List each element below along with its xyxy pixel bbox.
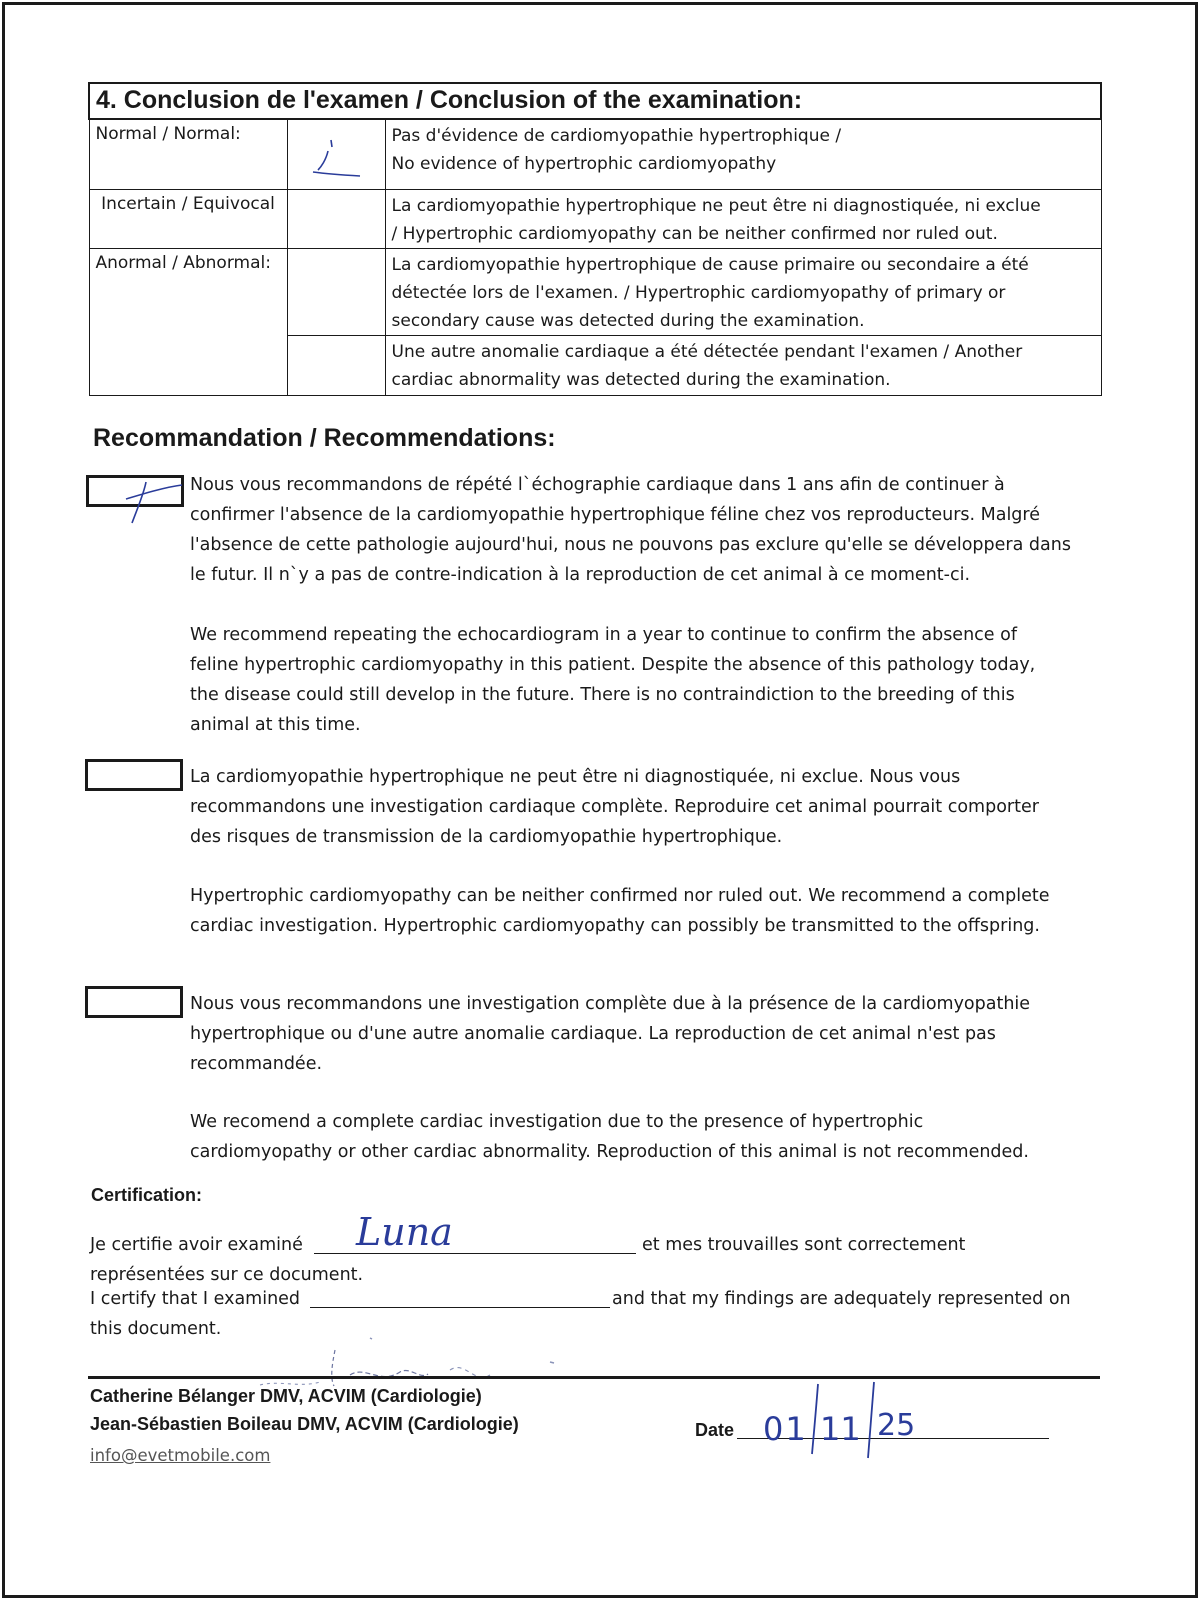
conclusion-title: 4. Conclusion de l'examen / Conclusion of the examination: bbox=[89, 83, 1101, 119]
certification-fr-after: et mes trouvailles sont correctement bbox=[642, 1235, 966, 1255]
check-mark-icon bbox=[288, 120, 386, 180]
signer-1: Catherine Bélanger DMV, ACVIM (Cardiologie) bbox=[90, 1386, 482, 1406]
checkbox-equivocal[interactable] bbox=[287, 190, 385, 249]
text-line: the disease could still develop in the future. There is no contraindiction to the breeding of this bbox=[190, 685, 1015, 705]
row-label-normal: Normal / Normal: bbox=[89, 119, 287, 190]
text-line: des risques de transmission de la cardiomyopathie hypertrophique. bbox=[190, 827, 783, 847]
date-year-handwritten: 25 bbox=[877, 1408, 916, 1443]
animal-name-handwritten: Luna bbox=[356, 1210, 453, 1254]
recommendation-1-en bbox=[190, 620, 1100, 740]
certification-title: Certification: bbox=[91, 1185, 203, 1205]
signature-line bbox=[88, 1376, 1100, 1379]
desc-line: La cardiomyopathie hypertrophique ne peut être ni diagnostiquée, ni exclue bbox=[391, 196, 1041, 216]
animal-name-field-en[interactable] bbox=[310, 1307, 610, 1308]
recommendations-title: Recommandation / Recommendations: bbox=[93, 424, 556, 452]
text-line: animal at this time. bbox=[190, 715, 361, 735]
certification-en-line2: this document. bbox=[90, 1319, 222, 1339]
certification-fr-line2: représentées sur ce document. bbox=[90, 1265, 364, 1285]
desc-line: La cardiomyopathie hypertrophique de cause primaire ou secondaire a été bbox=[391, 255, 1029, 275]
desc-line: No evidence of hypertrophic cardiomyopathy bbox=[391, 154, 777, 174]
text-line: Hypertrophic cardiomyopathy can be neither confirmed nor ruled out. We recommend a complete bbox=[190, 886, 1050, 906]
contact-email-link[interactable]: info@evetmobile.com bbox=[90, 1446, 271, 1465]
recommendation-checkbox-2[interactable] bbox=[85, 759, 183, 791]
desc-line: cardiac abnormality was detected during the examination. bbox=[391, 370, 891, 390]
text-line: feline hypertrophic cardiomyopathy in this patient. Despite the absence of this pathology today, bbox=[190, 655, 1036, 675]
recommendation-2-fr bbox=[190, 762, 1100, 852]
row-desc-equivocal bbox=[385, 190, 1101, 249]
text-line: La cardiomyopathie hypertrophique ne peut être ni diagnostiquée, ni exclue. Nous vous bbox=[190, 767, 961, 787]
date-separator-strokes bbox=[800, 1380, 900, 1460]
row-desc-normal bbox=[385, 119, 1101, 190]
text-line: hypertrophique ou d'une autre anomalie cardiaque. La reproduction de cet animal n'est pas bbox=[190, 1024, 996, 1044]
text-line: l'absence de cette pathologie aujourd'hui, nous ne pouvons pas exclure qu'elle se développera dans bbox=[190, 535, 1071, 555]
certification-fr-before: Je certifie avoir examiné bbox=[90, 1235, 303, 1255]
desc-line: / Hypertrophic cardiomyopathy can be neither confirmed nor ruled out. bbox=[391, 224, 998, 244]
conclusion-table bbox=[88, 82, 1102, 396]
recommendation-checkbox-1[interactable] bbox=[86, 475, 184, 507]
check-mark-icon bbox=[86, 475, 206, 535]
certification-en-before: I certify that I examined bbox=[90, 1289, 301, 1309]
text-line: recommandons une investigation cardiaque complète. Reproduire cet animal pourrait comporter bbox=[190, 797, 1039, 817]
row-label-abnormal: Anormal / Abnormal: bbox=[89, 249, 287, 396]
text-line: le futur. Il n`y a pas de contre-indication à la reproduction de cet animal à ce moment-ci. bbox=[190, 565, 971, 585]
checkbox-abnormal-other[interactable] bbox=[287, 336, 385, 396]
row-desc-abnormal-hcm bbox=[385, 249, 1101, 336]
desc-line: détectée lors de l'examen. / Hypertrophic cardiomyopathy of primary or bbox=[391, 283, 1006, 303]
recommendation-3-fr bbox=[190, 989, 1100, 1079]
signer-2: Jean-Sébastien Boileau DMV, ACVIM (Cardiologie) bbox=[90, 1414, 519, 1434]
recommendation-1-fr bbox=[190, 470, 1100, 590]
desc-line: Une autre anomalie cardiaque a été détectée pendant l'examen / Another bbox=[391, 342, 1023, 362]
text-line: Nous vous recommandons de répété l`échographie cardiaque dans 1 ans afin de continuer à bbox=[190, 475, 1005, 495]
desc-line: Pas d'évidence de cardiomyopathie hypertrophique / bbox=[391, 126, 842, 146]
date-day-handwritten: 01 bbox=[763, 1410, 808, 1448]
recommendation-checkbox-3[interactable] bbox=[85, 986, 183, 1018]
date-label: Date bbox=[695, 1420, 735, 1440]
text-line: We recomend a complete cardiac investigation due to the presence of hypertrophic bbox=[190, 1112, 924, 1132]
text-line: recommandée. bbox=[190, 1054, 323, 1074]
recommendation-2-en bbox=[190, 881, 1100, 941]
certification-en-after: and that my findings are adequately represented on bbox=[612, 1289, 1071, 1309]
checkbox-abnormal-hcm[interactable] bbox=[287, 249, 385, 336]
checkbox-normal[interactable] bbox=[287, 119, 385, 190]
row-label-equivocal: Incertain / Equivocal bbox=[89, 190, 287, 249]
text-line: cardiomyopathy or other cardiac abnormality. Reproduction of this animal is not recommended. bbox=[190, 1142, 1029, 1162]
text-line: cardiac investigation. Hypertrophic cardiomyopathy can possibly be transmitted to the offspring. bbox=[190, 916, 1040, 936]
text-line: Nous vous recommandons une investigation complète due à la présence de la cardiomyopathie bbox=[190, 994, 1031, 1014]
recommendation-3-en bbox=[190, 1107, 1100, 1167]
text-line: We recommend repeating the echocardiogram in a year to continue to confirm the absence of bbox=[190, 625, 1017, 645]
text-line: confirmer l'absence de la cardiomyopathie hypertrophique féline chez vos reproducteurs. Malgré bbox=[190, 505, 1040, 525]
date-month-handwritten: 11 bbox=[820, 1410, 861, 1448]
desc-line: secondary cause was detected during the examination. bbox=[391, 311, 865, 331]
row-desc-abnormal-other bbox=[385, 336, 1101, 396]
